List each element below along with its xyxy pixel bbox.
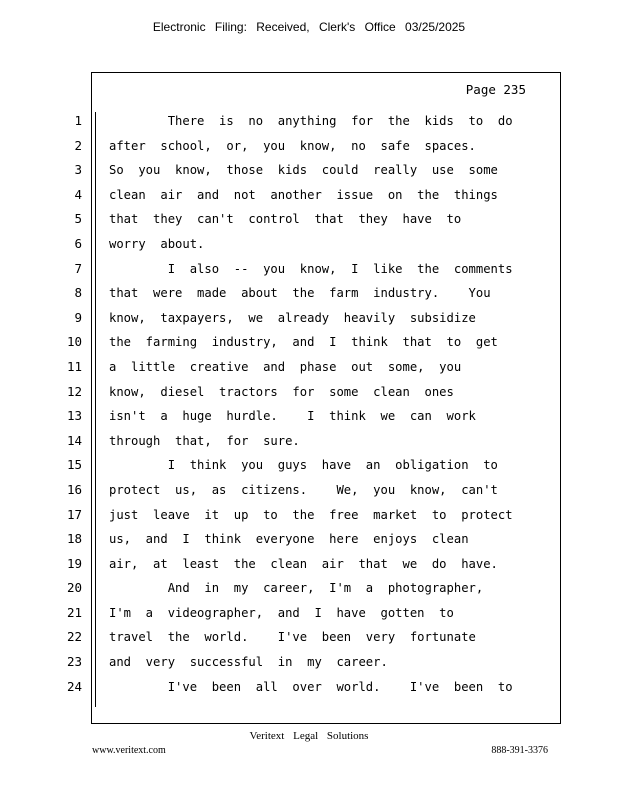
line-number: 14 — [66, 432, 82, 448]
transcript-line: isn't a huge hurdle. I think we can work — [109, 409, 476, 424]
line-number: 8 — [74, 285, 82, 301]
page-number: Page 235 — [465, 82, 526, 97]
transcript-line: know, diesel tractors for some clean ones — [109, 384, 454, 399]
transcript-line: worry about. — [109, 236, 205, 251]
line-number: 18 — [66, 531, 82, 547]
line-number: 3 — [74, 162, 82, 178]
transcript-line: the farming industry, and I think that to get — [109, 335, 498, 350]
line-number: 1 — [74, 113, 82, 128]
transcript-line: I think you guys have an obligation to — [109, 458, 498, 473]
transcript-line: travel the world. I've been very fortunate — [109, 630, 476, 645]
transcript-line: that were made about the farm industry. You — [109, 286, 491, 301]
line-number-column — [60, 112, 82, 702]
line-number: 19 — [66, 555, 82, 571]
line-number: 22 — [66, 629, 82, 645]
line-number: 4 — [74, 186, 82, 202]
transcript-line: after school, or, you know, no safe spaces. — [109, 138, 476, 153]
transcript-line: I've been all over world. I've been to — [109, 679, 513, 694]
transcript-line: that they can't control that they have to — [109, 212, 462, 227]
transcript-line: a little creative and phase out some, you — [109, 359, 462, 374]
transcript-body — [109, 112, 539, 702]
line-number: 20 — [66, 580, 82, 596]
line-number: 9 — [74, 309, 82, 325]
line-number: 23 — [66, 654, 82, 670]
transcript-line: There is no anything for the kids to do — [109, 114, 513, 128]
footer-phone: 888-391-3376 — [491, 745, 548, 756]
line-number: 5 — [74, 211, 82, 227]
filing-stamp-header: Electronic Filing: Received, Clerk's Office 03/25/2025 — [152, 20, 466, 34]
line-number: 2 — [74, 137, 82, 153]
transcript-line: know, taxpayers, we already heavily subsidize — [109, 310, 476, 325]
transcript-line: So you know, those kids could really use some — [109, 163, 498, 178]
line-number: 11 — [66, 358, 82, 374]
transcript-line: I also -- you know, I like the comments — [109, 261, 513, 276]
transcript-line: protect us, as citizens. We, you know, can't — [109, 482, 498, 497]
line-number-divider — [95, 112, 96, 707]
transcript-line: us, and I think everyone here enjoys clean — [109, 532, 469, 547]
line-number: 13 — [66, 408, 82, 424]
line-number: 10 — [66, 334, 82, 350]
line-number: 16 — [66, 481, 82, 497]
transcript-line: air, at least the clean air that we do have. — [109, 556, 498, 571]
footer-company-name: Veritext Legal Solutions — [249, 730, 369, 742]
transcript-line: clean air and not another issue on the things — [109, 187, 498, 202]
transcript-line: just leave it up to the free market to protect — [109, 507, 513, 522]
transcript-line: And in my career, I'm a photographer, — [109, 581, 484, 596]
transcript-line: I'm a videographer, and I have gotten to — [109, 605, 454, 620]
transcript-line: through that, for sure. — [109, 433, 300, 448]
line-number: 7 — [74, 260, 82, 276]
line-number: 24 — [66, 678, 82, 694]
line-number: 12 — [66, 383, 82, 399]
line-number: 17 — [66, 506, 82, 522]
footer-website: www.veritext.com — [92, 745, 166, 756]
transcript-line: and very successful in my career. — [109, 655, 388, 670]
line-number: 21 — [66, 604, 82, 620]
line-number: 15 — [66, 457, 82, 473]
line-number: 6 — [74, 235, 82, 251]
